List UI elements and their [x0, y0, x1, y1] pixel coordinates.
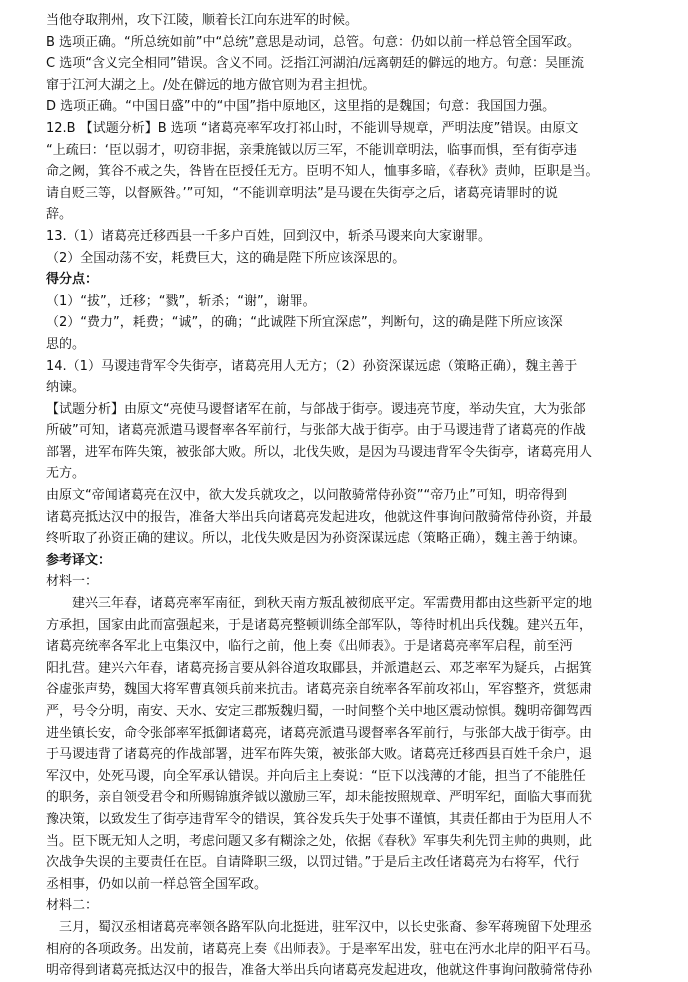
- text-line: “上疏曰：‘臣以弱才，叨窃非据，亲秉旄钺以厉三军，不能训章明法，临事而惧，至有街亭违: [46, 142, 577, 158]
- text-line: 严，号令分明，南安、天水、安定三郡叛魏归蜀，一时间整个关中地区震动惊惧。魏明帝御驾西: [46, 704, 593, 719]
- text-line: 部署，进军布阵失策，被张郃大败。所以，北伐失败，是因为马谡违背军令失街亭，诸葛亮用人: [46, 444, 593, 460]
- text-line: 13.（1）诸葛亮迁移西县一千多户百姓，回到汉中，斩杀马谡来向大家谢罪。: [46, 228, 491, 244]
- text-line: 次战争失误的主要责任在臣。自请降职三级，以罚过错。”于是后主改任诸葛亮为右将军，代行: [46, 855, 580, 871]
- section-heading: 得分点：: [46, 272, 99, 288]
- text-line: 军汉中，处死马谡，向全军承认错误。并向后主上奏说：“臣下以浅薄的才能，担当了不能胜任: [46, 768, 586, 784]
- text-line: 的职务，亲自领受君令和所赐锦旗斧钺以激励三军，却未能按照规章、严明军纪，面临大事而犹: [46, 790, 593, 806]
- section-heading: 参考译文：: [46, 552, 112, 568]
- text-line: 无方。: [46, 466, 86, 482]
- text-line: 建兴三年春，诸葛亮率军南征，到秋天南方叛乱被彻底平定。军需费用都由这些新平定的地: [72, 596, 593, 612]
- text-line: （2）“费力”，耗费；“诚”，的确；“此诚陛下所宜深虑”，判断句，这的确是陛下所应该深: [46, 315, 563, 331]
- text-line: 窜于江河大湖之上。/处在僻远的地方做官则为君主担忧。: [46, 77, 376, 93]
- text-line: 14.（1）马谡违背军令失街亭，诸葛亮用人无方；（2）孙资深谋远虑（策略正确），魏主善于: [46, 358, 578, 374]
- text-line: 谷虚张声势，魏国大将军曹真领兵前来抗击。诸葛亮亲自统率各军前攻祁山，军容整齐，赏惩肃: [46, 682, 593, 698]
- text-line: 思的。: [46, 336, 86, 352]
- text-line: 豫决策，以致发生了街亭违背军令的错误，箕谷发兵失于处事不谨慎，其责任都由于为臣用人不: [46, 811, 593, 827]
- text-line: D 选项正确。“中国日盛”中的“中国”指中原地区，这里指的是魏国；句意：我国国力强。: [46, 99, 556, 115]
- text-line: 丞相事，仍如以前一样总管全国军政。: [46, 876, 268, 892]
- text-line: 诸葛亮抵达汉中的报告，准备大举出兵向诸葛亮发起进攻，他就这件事询问散骑常侍孙资，并最: [46, 509, 593, 525]
- text-line: 方承担，国家由此而富强起来，于是诸葛亮整顿训练全部军队，等待时机出兵伐魏。建兴五年，: [46, 617, 593, 633]
- text-line: 当。臣下既无知人之明，考虑问题又多有糊涂之处，依据《春秋》军事失利先罚主帅的典则，此: [46, 833, 593, 849]
- text-line: 纳谏。: [46, 380, 86, 396]
- text-line: 阳扎营。建兴六年春，诸葛亮扬言要从斜谷道攻取郿县，并派遣赵云、邓芝率军为疑兵，占据箕: [46, 660, 593, 676]
- text-line: 材料一：: [46, 574, 99, 590]
- text-line: B 选项正确。“所总统如前”中“总统”意思是动词，总管。句意：仍如以前一样总管全国军政。: [46, 34, 580, 50]
- text-line: 材料二：: [46, 898, 99, 914]
- text-line: 当他夺取荆州，攻下江陵，顺着长江向东进军的时候。: [46, 13, 359, 28]
- text-line: 12.B 【试题分析】B 选项 “诸葛亮率军攻打祁山时，不能训导规章，严明法度”错误。由原文: [46, 120, 579, 136]
- text-line: （1）“拔”，迁移；“戮”，斩杀；“谢”，谢罪。: [46, 293, 316, 309]
- text-line: 三月，蜀汉丞相诸葛亮率领各路军队向北挺进，驻军汉中，以长史张裔、参军蒋琬留下处理丞: [59, 919, 593, 935]
- text-line: 进坐镇长安，命令张郃率军抵御诸葛亮，诸葛亮派遣马谡督率各军前行，与张郃大战于街亭。由: [46, 725, 593, 741]
- text-line: 请自贬三等，以督厥咎。’”可知，“不能训章明法”是马谡在失街亭之后，诸葛亮请罪时的说: [46, 185, 558, 201]
- text-line: 诸葛亮统率各军北上屯集汉中，临行之前，他上奏《出师表》。于是诸葛亮率军启程，前至沔: [46, 639, 573, 655]
- text-line: 明帝得到诸葛亮抵达汉中的报告，准备大举出兵向诸葛亮发起进攻，他就这件事询问散骑常侍孙: [46, 963, 593, 979]
- text-line: C 选项“含义完全相同”错误。含义不同。泛指江河湖泊/远离朝廷的僻远的地方。句意：吴匪流: [46, 56, 585, 72]
- text-line: 【试题分析】由原文“亮使马谡督诸军在前，与郃战于街亭。谡违亮节度，举动失宜，大为张郃: [46, 401, 586, 417]
- text-line: 于马谡违背了诸葛亮的作战部署，进军布阵失策，被张郃大败。诸葛亮迁移西县百姓千余户，退: [46, 747, 593, 763]
- text-line: 由原文“帝闻诸葛亮在汉中，欲大发兵就攻之，以问散骑常侍孙资”“帝乃止”可知，明帝得到: [46, 488, 567, 504]
- text-line: 相府的各项政务。出发前，诸葛亮上奏《出师表》。于是率军出发，驻屯在沔水北岸的阳平石马。: [46, 941, 599, 957]
- text-line: （2）全国动荡不安，耗费巨大，这的确是陛下所应该深思的。: [46, 250, 406, 266]
- text-line: 终听取了孙资正确的建议。所以，北伐失败是因为孙资深谋远虑（策略正确），魏主善于纳谏。: [46, 531, 586, 547]
- text-line: 所破”可知，诸葛亮派遣马谡督率各军前行，与张郃大战于街亭。由于马谡违背了诸葛亮的作战: [46, 423, 586, 439]
- text-line: 辞。: [46, 207, 73, 223]
- text-line: 命之阙，箕谷不戒之失，咎皆在臣授任无方。臣明不知人，恤事多暗，《春秋》责帅，臣职是当。: [46, 164, 599, 180]
